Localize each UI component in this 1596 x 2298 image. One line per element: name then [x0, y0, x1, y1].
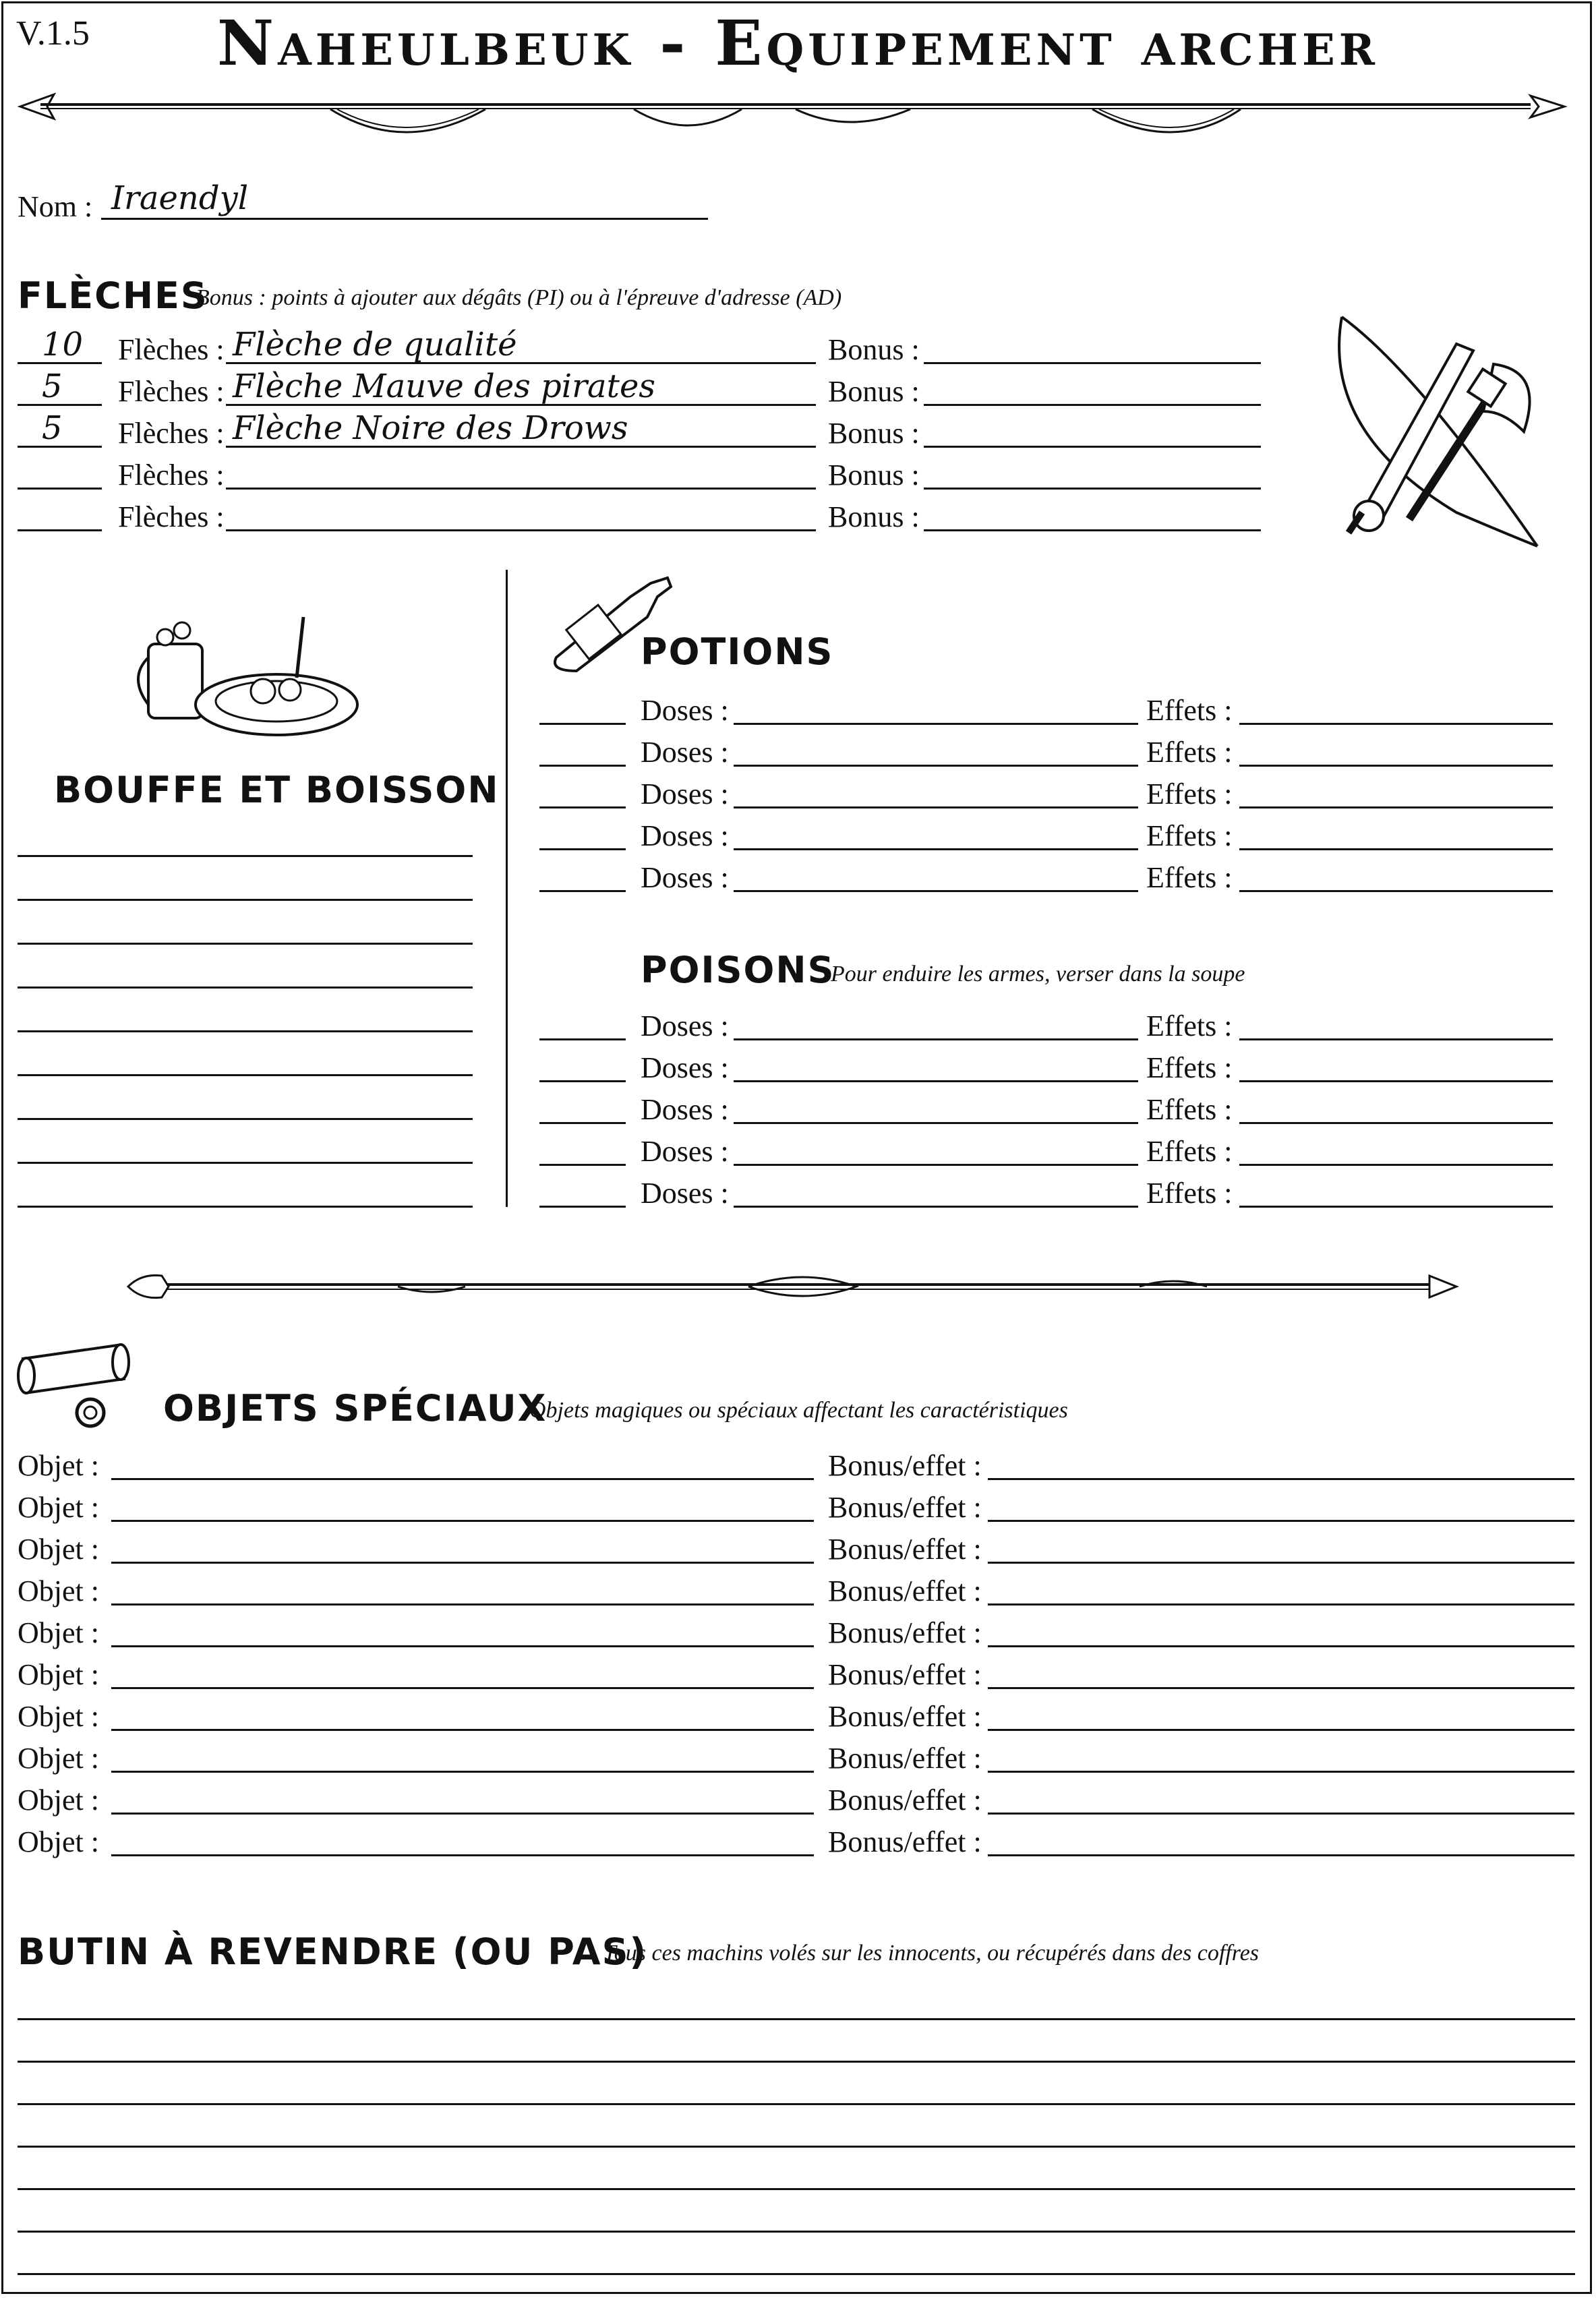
- butin-line[interactable]: [18, 2273, 1575, 2275]
- potions-effets-line[interactable]: [1239, 890, 1553, 892]
- potions-doses-label: Doses :: [641, 861, 729, 894]
- fleche-name-line: [226, 488, 816, 490]
- potions-effets-label: Effets :: [1146, 777, 1233, 811]
- objet-label: Objet :: [18, 1533, 99, 1566]
- fleche-bonus-line: [924, 404, 1261, 406]
- objet-bonus-label: Bonus/effet :: [828, 1825, 982, 1858]
- bouffe-line[interactable]: [18, 855, 473, 857]
- objet-line[interactable]: [111, 1687, 814, 1689]
- poisons-doses-label: Doses :: [641, 1051, 729, 1084]
- poisons-doses-label: Doses :: [641, 1135, 729, 1168]
- version-label: V.1.5: [16, 14, 90, 53]
- bouffe-line[interactable]: [18, 899, 473, 901]
- potions-doses-label: Doses :: [641, 819, 729, 852]
- potions-heading: POTIONS: [641, 630, 834, 673]
- fleche-qty-value[interactable]: 10: [42, 326, 84, 363]
- nom-value[interactable]: Iraendyl: [111, 179, 249, 217]
- poisons-effets-label: Effets :: [1146, 1051, 1233, 1084]
- objet-bonus-line[interactable]: [988, 1729, 1574, 1731]
- fleche-bonus-label: Bonus :: [828, 417, 920, 450]
- fleche-name-value[interactable]: Flèche Noire des Drows: [233, 409, 628, 447]
- potions-doses-line[interactable]: [734, 765, 1138, 767]
- objet-bonus-line[interactable]: [988, 1813, 1574, 1815]
- objets-heading: OBJETS SPÉCIAUX: [163, 1387, 548, 1430]
- poisons-effets-line[interactable]: [1239, 1038, 1553, 1040]
- objet-label: Objet :: [18, 1658, 99, 1691]
- objet-bonus-line[interactable]: [988, 1562, 1574, 1564]
- potions-qty-line[interactable]: [539, 890, 626, 892]
- fleche-bonus-label: Bonus :: [828, 333, 920, 366]
- objet-bonus-label: Bonus/effet :: [828, 1449, 982, 1482]
- objet-line[interactable]: [111, 1562, 814, 1564]
- poisons-doses-label: Doses :: [641, 1177, 729, 1210]
- staff-divider-icon: [128, 1261, 1463, 1308]
- objet-label: Objet :: [18, 1449, 99, 1482]
- fleche-qty-value[interactable]: 5: [42, 409, 63, 447]
- poisons-effets-line[interactable]: [1239, 1122, 1553, 1124]
- fleche-bonus-label: Bonus :: [828, 375, 920, 408]
- objet-bonus-line[interactable]: [988, 1687, 1574, 1689]
- bouffe-heading: BOUFFE ET BOISSON: [54, 769, 500, 811]
- fleche-bonus-label: Bonus :: [828, 459, 920, 492]
- objet-bonus-line[interactable]: [988, 1603, 1574, 1605]
- crossed-weapons-icon: [1322, 310, 1571, 553]
- fleche-name-value[interactable]: Flèche de qualité: [233, 326, 517, 363]
- objet-line[interactable]: [111, 1645, 814, 1647]
- fleche-label: Flèches :: [118, 333, 225, 366]
- potions-effets-label: Effets :: [1146, 694, 1233, 727]
- scroll-and-ring-icon: [16, 1338, 158, 1433]
- potions-effets-label: Effets :: [1146, 861, 1233, 894]
- column-divider: [506, 570, 508, 1207]
- fleche-bonus-line: [924, 529, 1261, 531]
- fleche-label: Flèches :: [118, 375, 225, 408]
- potions-effets-line[interactable]: [1239, 848, 1553, 850]
- potions-doses-label: Doses :: [641, 777, 729, 811]
- butin-line[interactable]: [18, 2018, 1575, 2020]
- bouffe-line[interactable]: [18, 1162, 473, 1164]
- objet-bonus-line[interactable]: [988, 1771, 1574, 1773]
- poisons-heading: POISONS: [641, 949, 835, 991]
- poisons-effets-line[interactable]: [1239, 1080, 1553, 1082]
- objet-bonus-line[interactable]: [988, 1854, 1574, 1856]
- objet-label: Objet :: [18, 1742, 99, 1775]
- objet-line[interactable]: [111, 1478, 814, 1480]
- fleche-label: Flèches :: [118, 417, 225, 450]
- poisons-qty-line[interactable]: [539, 1206, 626, 1208]
- butin-line[interactable]: [18, 2103, 1575, 2105]
- page-title: Naheulbeuk - Equipement archer: [217, 7, 1379, 80]
- poisons-qty-line[interactable]: [539, 1038, 626, 1040]
- poisons-doses-line[interactable]: [734, 1080, 1138, 1082]
- nom-label: Nom :: [18, 190, 93, 223]
- poisons-qty-line[interactable]: [539, 1122, 626, 1124]
- objet-bonus-label: Bonus/effet :: [828, 1574, 982, 1608]
- butin-heading: BUTIN À REVENDRE (OU PAS): [18, 1931, 648, 1973]
- fleche-name-value[interactable]: Flèche Mauve des pirates: [233, 367, 655, 405]
- arrow-divider-icon: [13, 81, 1578, 148]
- poisons-effets-label: Effets :: [1146, 1009, 1233, 1042]
- objet-line[interactable]: [111, 1813, 814, 1815]
- objet-line[interactable]: [111, 1603, 814, 1605]
- fleche-qty-line: [18, 529, 102, 531]
- objet-label: Objet :: [18, 1491, 99, 1524]
- objet-label: Objet :: [18, 1784, 99, 1817]
- fleche-label: Flèches :: [118, 500, 225, 533]
- potions-doses-label: Doses :: [641, 736, 729, 769]
- objet-bonus-line[interactable]: [988, 1520, 1574, 1522]
- bouffe-line[interactable]: [18, 943, 473, 945]
- fleche-bonus-line: [924, 446, 1261, 448]
- objet-line[interactable]: [111, 1854, 814, 1856]
- poisons-subtitle: Pour enduire les armes, verser dans la soupe: [831, 962, 1245, 986]
- objet-bonus-label: Bonus/effet :: [828, 1784, 982, 1817]
- potions-qty-line[interactable]: [539, 848, 626, 850]
- fleche-qty-line: [18, 488, 102, 490]
- poisons-doses-line[interactable]: [734, 1038, 1138, 1040]
- poisons-qty-line[interactable]: [539, 1080, 626, 1082]
- poisons-effets-label: Effets :: [1146, 1093, 1233, 1126]
- objet-label: Objet :: [18, 1616, 99, 1649]
- butin-subtitle: Tous ces machins volés sur les innocents, ou récupérés dans des coffres: [603, 1941, 1260, 1966]
- objet-line[interactable]: [111, 1729, 814, 1731]
- objet-label: Objet :: [18, 1574, 99, 1608]
- objet-label: Objet :: [18, 1700, 99, 1733]
- bouffe-line[interactable]: [18, 1118, 473, 1120]
- poisons-effets-line[interactable]: [1239, 1164, 1553, 1166]
- potions-doses-line[interactable]: [734, 806, 1138, 808]
- butin-line[interactable]: [18, 2188, 1575, 2190]
- objet-bonus-label: Bonus/effet :: [828, 1533, 982, 1566]
- potions-doses-line[interactable]: [734, 723, 1138, 725]
- poisons-effets-line[interactable]: [1239, 1206, 1553, 1208]
- bouffe-line[interactable]: [18, 1206, 473, 1208]
- poisons-qty-line[interactable]: [539, 1164, 626, 1166]
- poisons-doses-line[interactable]: [734, 1206, 1138, 1208]
- potions-effets-label: Effets :: [1146, 736, 1233, 769]
- potions-effets-line[interactable]: [1239, 765, 1553, 767]
- objet-bonus-label: Bonus/effet :: [828, 1658, 982, 1691]
- objet-bonus-label: Bonus/effet :: [828, 1700, 982, 1733]
- bouffe-line[interactable]: [18, 1030, 473, 1032]
- bouffe-line[interactable]: [18, 1074, 473, 1076]
- potions-doses-line[interactable]: [734, 848, 1138, 850]
- potions-doses-line[interactable]: [734, 890, 1138, 892]
- poisons-doses-label: Doses :: [641, 1009, 729, 1042]
- food-and-drink-icon: [135, 603, 364, 738]
- objet-bonus-line[interactable]: [988, 1478, 1574, 1480]
- fleches-heading: FLÈCHES: [18, 274, 208, 317]
- potions-qty-line[interactable]: [539, 723, 626, 725]
- potions-effets-line[interactable]: [1239, 723, 1553, 725]
- objet-line[interactable]: [111, 1520, 814, 1522]
- objet-bonus-label: Bonus/effet :: [828, 1491, 982, 1524]
- fleche-name-line: [226, 529, 816, 531]
- fleche-qty-value[interactable]: 5: [42, 367, 63, 405]
- potions-qty-line[interactable]: [539, 765, 626, 767]
- fleche-bonus-label: Bonus :: [828, 500, 920, 533]
- butin-line[interactable]: [18, 2146, 1575, 2148]
- butin-line[interactable]: [18, 2231, 1575, 2233]
- objet-line[interactable]: [111, 1771, 814, 1773]
- nom-line: [101, 218, 708, 220]
- poisons-doses-label: Doses :: [641, 1093, 729, 1126]
- objet-bonus-label: Bonus/effet :: [828, 1742, 982, 1775]
- fleche-bonus-line: [924, 362, 1261, 364]
- fleche-label: Flèches :: [118, 459, 225, 492]
- potions-effets-line[interactable]: [1239, 806, 1553, 808]
- poisons-doses-line[interactable]: [734, 1122, 1138, 1124]
- poisons-effets-label: Effets :: [1146, 1135, 1233, 1168]
- objets-subtitle: Objets magiques ou spéciaux affectant les caractéristiques: [529, 1398, 1068, 1423]
- fleches-subtitle: Bonus : points à ajouter aux dégâts (PI) ou à l'épreuve d'adresse (AD): [196, 285, 842, 310]
- butin-line[interactable]: [18, 2061, 1575, 2063]
- objet-bonus-label: Bonus/effet :: [828, 1616, 982, 1649]
- bouffe-line[interactable]: [18, 986, 473, 989]
- potions-effets-label: Effets :: [1146, 819, 1233, 852]
- objet-bonus-line[interactable]: [988, 1645, 1574, 1647]
- potions-qty-line[interactable]: [539, 806, 626, 808]
- potions-doses-label: Doses :: [641, 694, 729, 727]
- poisons-doses-line[interactable]: [734, 1164, 1138, 1166]
- objet-label: Objet :: [18, 1825, 99, 1858]
- poisons-effets-label: Effets :: [1146, 1177, 1233, 1210]
- fleche-bonus-line: [924, 488, 1261, 490]
